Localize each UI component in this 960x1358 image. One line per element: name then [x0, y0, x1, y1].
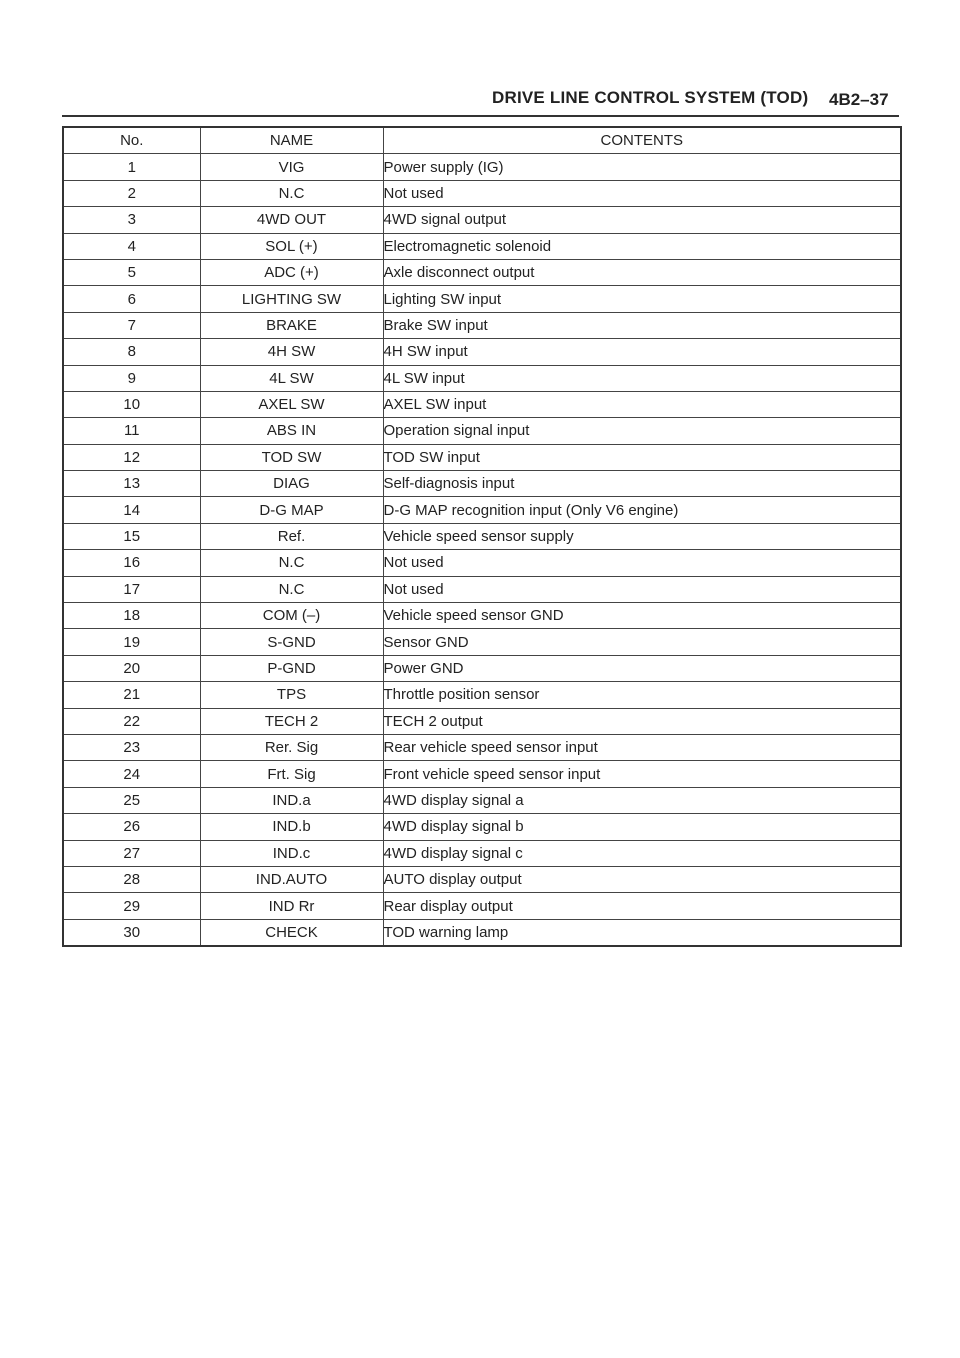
table-row: [63, 603, 901, 629]
table-row: [63, 259, 901, 285]
cell-contents: AUTO display output: [383, 866, 901, 892]
cell-contents: TOD warning lamp: [383, 919, 901, 946]
cell-name: IND.AUTO: [200, 866, 383, 892]
table-row: [63, 154, 901, 180]
cell-contents: Sensor GND: [383, 629, 901, 655]
cell-name: IND.c: [200, 840, 383, 866]
cell-no: 1: [63, 154, 200, 180]
cell-no: 30: [63, 919, 200, 946]
table-row: [63, 893, 901, 919]
cell-no: 28: [63, 866, 200, 892]
cell-no: 7: [63, 312, 200, 338]
cell-name: BRAKE: [200, 312, 383, 338]
cell-contents: 4H SW input: [383, 339, 901, 365]
table-row: [63, 787, 901, 813]
cell-name: COM (–): [200, 603, 383, 629]
cell-contents: 4WD signal output: [383, 207, 901, 233]
cell-name: D-G MAP: [200, 497, 383, 523]
cell-no: 14: [63, 497, 200, 523]
table-row: [63, 550, 901, 576]
table-row: [63, 919, 901, 946]
cell-no: 19: [63, 629, 200, 655]
cell-name: TPS: [200, 682, 383, 708]
table-body: [63, 154, 901, 946]
cell-name: TOD SW: [200, 444, 383, 470]
cell-no: 11: [63, 418, 200, 444]
cell-no: 21: [63, 682, 200, 708]
cell-contents: Not used: [383, 550, 901, 576]
cell-name: TECH 2: [200, 708, 383, 734]
table-row: [63, 391, 901, 417]
cell-no: 4: [63, 233, 200, 259]
table-row: [63, 365, 901, 391]
cell-no: 6: [63, 286, 200, 312]
cell-name: IND.a: [200, 787, 383, 813]
table-row: [63, 418, 901, 444]
cell-name: N.C: [200, 576, 383, 602]
table-row: [63, 471, 901, 497]
cell-contents: Throttle position sensor: [383, 682, 901, 708]
table-row: [63, 523, 901, 549]
cell-name: 4L SW: [200, 365, 383, 391]
cell-contents: Electromagnetic solenoid: [383, 233, 901, 259]
table-row: [63, 233, 901, 259]
cell-contents: 4WD display signal b: [383, 814, 901, 840]
cell-contents: Vehicle speed sensor supply: [383, 523, 901, 549]
cell-no: 12: [63, 444, 200, 470]
cell-name: N.C: [200, 550, 383, 576]
table-row: [63, 708, 901, 734]
cell-contents: 4WD display signal a: [383, 787, 901, 813]
cell-no: 22: [63, 708, 200, 734]
page-number: 4B2–37: [829, 90, 889, 109]
column-header-contents: CONTENTS: [383, 127, 901, 154]
column-header-name: NAME: [200, 127, 383, 154]
cell-no: 17: [63, 576, 200, 602]
cell-name: Ref.: [200, 523, 383, 549]
cell-name: Rer. Sig: [200, 734, 383, 760]
cell-contents: Vehicle speed sensor GND: [383, 603, 901, 629]
cell-no: 16: [63, 550, 200, 576]
table-row: [63, 734, 901, 760]
cell-no: 20: [63, 655, 200, 681]
cell-no: 29: [63, 893, 200, 919]
cell-name: SOL (+): [200, 233, 383, 259]
cell-name: 4WD OUT: [200, 207, 383, 233]
table-row: [63, 682, 901, 708]
column-header-no: No.: [63, 127, 200, 154]
cell-no: 9: [63, 365, 200, 391]
table-header-row: [63, 127, 901, 154]
table-row: [63, 497, 901, 523]
cell-name: Frt. Sig: [200, 761, 383, 787]
cell-no: 26: [63, 814, 200, 840]
cell-contents: D-G MAP recognition input (Only V6 engine): [383, 497, 901, 523]
cell-no: 24: [63, 761, 200, 787]
cell-contents: Lighting SW input: [383, 286, 901, 312]
cell-no: 8: [63, 339, 200, 365]
cell-name: N.C: [200, 180, 383, 206]
table-row: [63, 814, 901, 840]
cell-contents: Power supply (IG): [383, 154, 901, 180]
cell-name: LIGHTING SW: [200, 286, 383, 312]
cell-no: 5: [63, 259, 200, 285]
cell-name: AXEL SW: [200, 391, 383, 417]
cell-name: CHECK: [200, 919, 383, 946]
section-title: DRIVE LINE CONTROL SYSTEM (TOD): [492, 88, 809, 107]
cell-contents: Operation signal input: [383, 418, 901, 444]
cell-name: VIG: [200, 154, 383, 180]
table-row: [63, 761, 901, 787]
cell-name: DIAG: [200, 471, 383, 497]
header-divider: [62, 115, 899, 117]
table-row: [63, 840, 901, 866]
cell-no: 10: [63, 391, 200, 417]
terminal-table: [62, 126, 902, 947]
cell-no: 15: [63, 523, 200, 549]
cell-name: IND.b: [200, 814, 383, 840]
cell-name: S-GND: [200, 629, 383, 655]
cell-no: 3: [63, 207, 200, 233]
cell-contents: Power GND: [383, 655, 901, 681]
table-row: [63, 207, 901, 233]
cell-name: 4H SW: [200, 339, 383, 365]
cell-contents: Not used: [383, 180, 901, 206]
cell-contents: Not used: [383, 576, 901, 602]
table-row: [63, 339, 901, 365]
table-row: [63, 180, 901, 206]
page-header: [0, 0, 960, 120]
cell-no: 27: [63, 840, 200, 866]
cell-no: 25: [63, 787, 200, 813]
table-row: [63, 286, 901, 312]
table-row: [63, 312, 901, 338]
cell-no: 18: [63, 603, 200, 629]
cell-contents: Axle disconnect output: [383, 259, 901, 285]
cell-contents: 4WD display signal c: [383, 840, 901, 866]
cell-contents: Brake SW input: [383, 312, 901, 338]
cell-contents: AXEL SW input: [383, 391, 901, 417]
cell-contents: Self-diagnosis input: [383, 471, 901, 497]
cell-name: ABS IN: [200, 418, 383, 444]
cell-no: 13: [63, 471, 200, 497]
cell-name: ADC (+): [200, 259, 383, 285]
cell-name: IND Rr: [200, 893, 383, 919]
table-row: [63, 866, 901, 892]
cell-contents: Rear display output: [383, 893, 901, 919]
cell-no: 23: [63, 734, 200, 760]
cell-name: P-GND: [200, 655, 383, 681]
cell-contents: Rear vehicle speed sensor input: [383, 734, 901, 760]
table-row: [63, 655, 901, 681]
cell-contents: Front vehicle speed sensor input: [383, 761, 901, 787]
table-row: [63, 629, 901, 655]
cell-contents: TECH 2 output: [383, 708, 901, 734]
table-row: [63, 576, 901, 602]
cell-contents: 4L SW input: [383, 365, 901, 391]
cell-no: 2: [63, 180, 200, 206]
table-row: [63, 444, 901, 470]
cell-contents: TOD SW input: [383, 444, 901, 470]
